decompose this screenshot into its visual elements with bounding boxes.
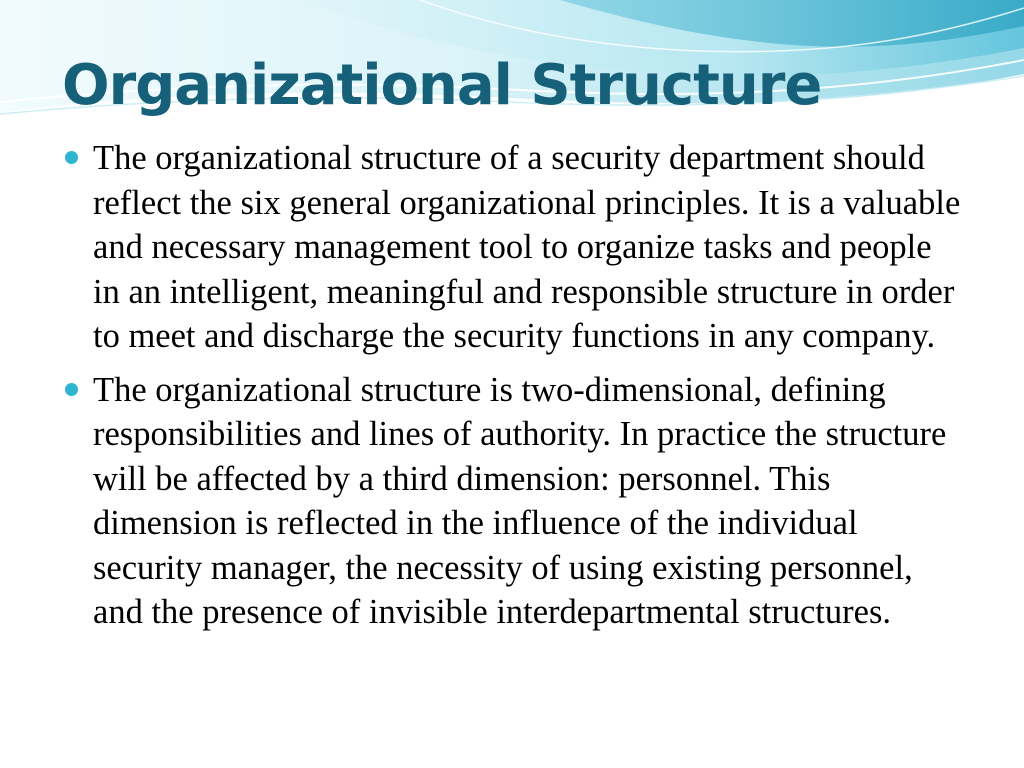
bullet-item	[62, 136, 962, 359]
bullet-text: The organizational structure is two-dimensional, defining responsibilities and lines of authority. In practice the structure will be affected by a third dimension: personnel. This dimension is reflected in the influence of the individual security manager, the necessity of using existing personnel, and the presence of invisible interdepartmental structures.	[93, 370, 947, 631]
circle-bullet-icon	[65, 383, 78, 396]
circle-bullet-icon	[65, 151, 78, 164]
bullet-item	[62, 368, 962, 635]
bullet-list	[62, 136, 962, 644]
slide-title: Organizational Structure	[62, 53, 822, 118]
bullet-text: The organizational structure of a security department should reflect the six general organizational principles. It is a valuable and necessary management tool to organize tasks and people in an intelligent, meaningful and responsible structure in order to meet and discharge the security functions in any company.	[93, 139, 961, 355]
